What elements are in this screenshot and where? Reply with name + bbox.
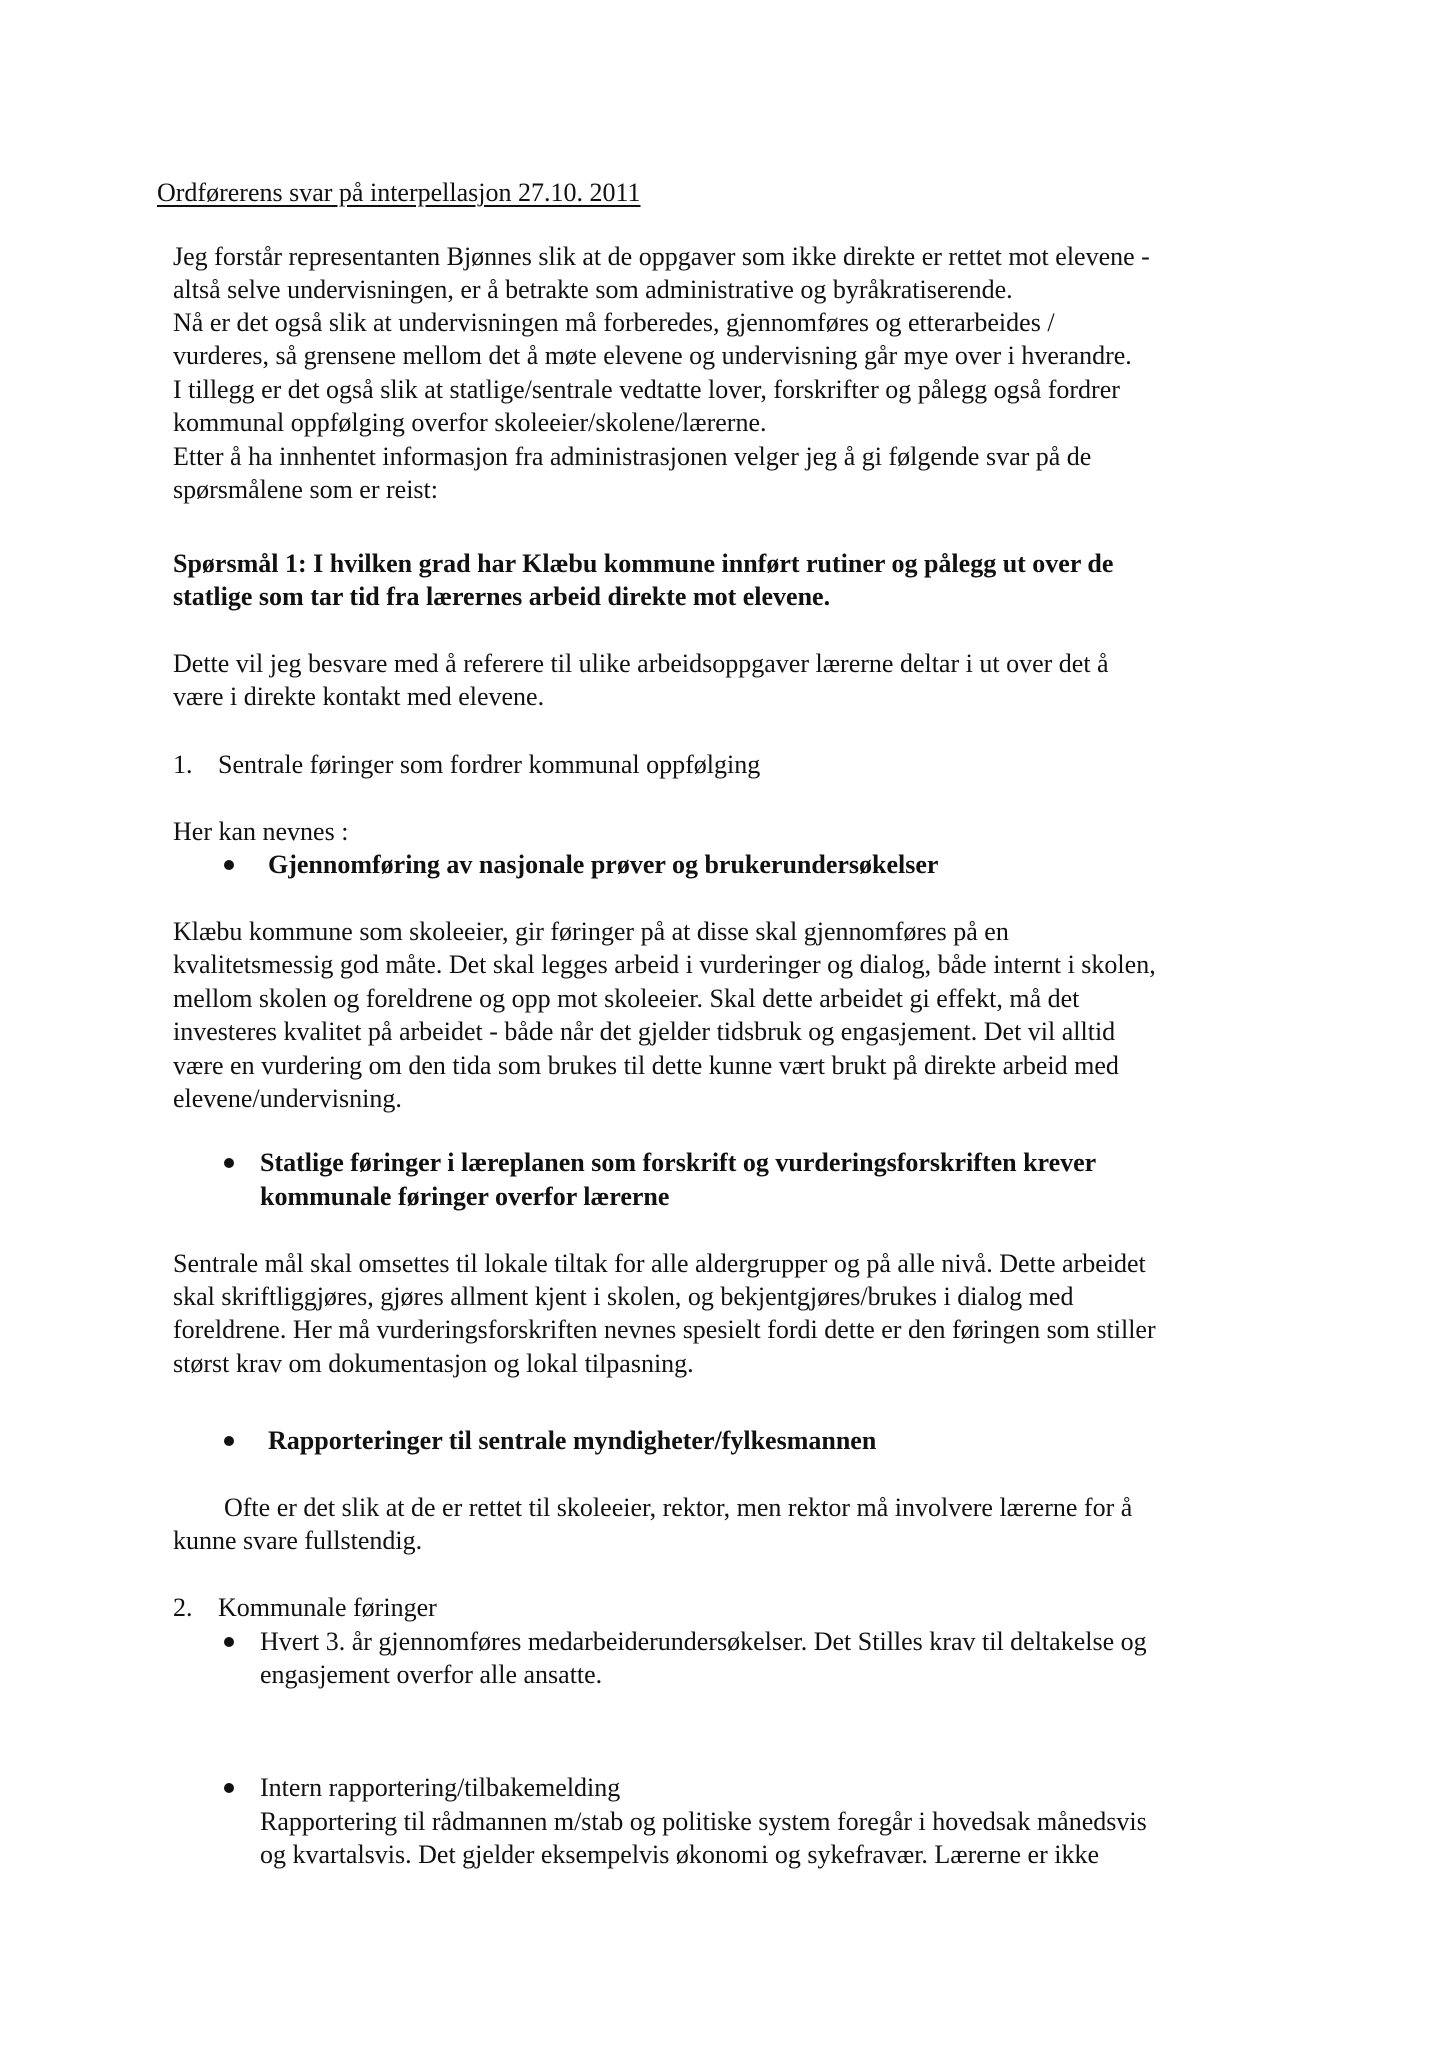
text-line: Jeg forstår representanten Bjønnes slik at de oppgaver som ikke direkte er rettet mot elevene - [173, 242, 1150, 271]
section-heading: Sentrale føringer som fordrer kommunal oppfølging [218, 750, 761, 779]
text-line: størst krav om dokumentasjon og lokal tilpasning. [173, 1349, 694, 1378]
text-line: Spørsmål 1: I hvilken grad har Klæbu kommune innført rutiner og pålegg ut over de [173, 549, 1114, 578]
document-title: Ordførerens svar på interpellasjon 27.10. 2011 [157, 178, 641, 207]
list-number: 1. [173, 750, 193, 779]
text-line: statlige som tar tid fra lærernes arbeid direkte mot elevene. [173, 582, 831, 611]
bullet-icon [224, 1436, 234, 1446]
bullet-icon [224, 1783, 234, 1793]
text-line: altså selve undervisningen, er å betrakte som administrative og byråkratiserende. [173, 275, 1013, 304]
text-line: I tillegg er det også slik at statlige/sentrale vedtatte lover, forskrifter og pålegg også fordrer [173, 375, 1120, 404]
text-line: og kvartalsvis. Det gjelder eksempelvis økonomi og sykefravær. Lærerne er ikke [260, 1840, 1100, 1869]
text-line: Nå er det også slik at undervisningen må forberedes, gjennomføres og etterarbeides / [173, 308, 1055, 337]
bullet-heading: Statlige føringer i læreplanen som forskrift og vurderingsforskriften krever [260, 1148, 1097, 1177]
bullet-icon [224, 860, 234, 870]
text-line: kvalitetsmessig god måte. Det skal legges arbeid i vurderinger og dialog, både internt i skolen, [173, 950, 1156, 979]
text-line: være en vurdering om den tida som brukes til dette kunne vært brukt på direkte arbeid med [173, 1051, 1119, 1080]
bullet-heading: Rapporteringer til sentrale myndigheter/fylkesmannen [268, 1426, 877, 1455]
text-line: vurderes, så grensene mellom det å møte elevene og undervisning går mye over i hverandre. [173, 341, 1132, 370]
text-line: foreldrene. Her må vurderingsforskriften nevnes spesielt fordi dette er den føringen som stiller [173, 1315, 1156, 1344]
text-line: Rapportering til rådmannen m/stab og politiske system foregår i hovedsak månedsvis [260, 1807, 1147, 1836]
text-line: investeres kvalitet på arbeidet - både når det gjelder tidsbruk og engasjement. Det vil alltid [173, 1017, 1116, 1046]
text-line: kommunal oppfølging overfor skoleeier/skolene/lærerne. [173, 408, 767, 437]
text-line: mellom skolen og foreldrene og opp mot skoleeier. Skal dette arbeidet gi effekt, må det [173, 984, 1080, 1013]
text-line: Dette vil jeg besvare med å referere til ulike arbeidsoppgaver lærerne deltar i ut over det å [173, 649, 1109, 678]
text-line: være i direkte kontakt med elevene. [173, 682, 545, 711]
text-line: Hvert 3. år gjennomføres medarbeiderundersøkelser. Det Stilles krav til deltakelse og [260, 1627, 1147, 1656]
bullet-heading: kommunale føringer overfor lærerne [260, 1182, 670, 1211]
text-line: elevene/undervisning. [173, 1084, 402, 1113]
text-line: Her kan nevnes : [173, 817, 349, 846]
bullet-icon [224, 1158, 234, 1168]
text-line: skal skriftliggjøres, gjøres allment kjent i skolen, og bekjentgjøres/brukes i dialog med [173, 1282, 1074, 1311]
list-number: 2. [173, 1593, 193, 1622]
text-line: Sentrale mål skal omsettes til lokale tiltak for alle aldergrupper og på alle nivå. Dette arbeidet [173, 1249, 1146, 1278]
bullet-heading: Gjennomføring av nasjonale prøver og brukerundersøkelser [268, 850, 939, 879]
section-heading: Kommunale føringer [218, 1593, 437, 1622]
text-line: Intern rapportering/tilbakemelding [260, 1773, 621, 1802]
text-line: engasjement overfor alle ansatte. [260, 1660, 603, 1689]
text-line: Klæbu kommune som skoleeier, gir føringer på at disse skal gjennomføres på en [173, 917, 1009, 946]
bullet-icon [224, 1637, 234, 1647]
text-line: Ofte er det slik at de er rettet til skoleeier, rektor, men rektor må involvere lærerne for å [224, 1493, 1133, 1522]
text-line: Etter å ha innhentet informasjon fra administrasjonen velger jeg å gi følgende svar på de [173, 442, 1092, 471]
text-line: spørsmålene som er reist: [173, 475, 438, 504]
text-line: kunne svare fullstendig. [173, 1526, 423, 1555]
